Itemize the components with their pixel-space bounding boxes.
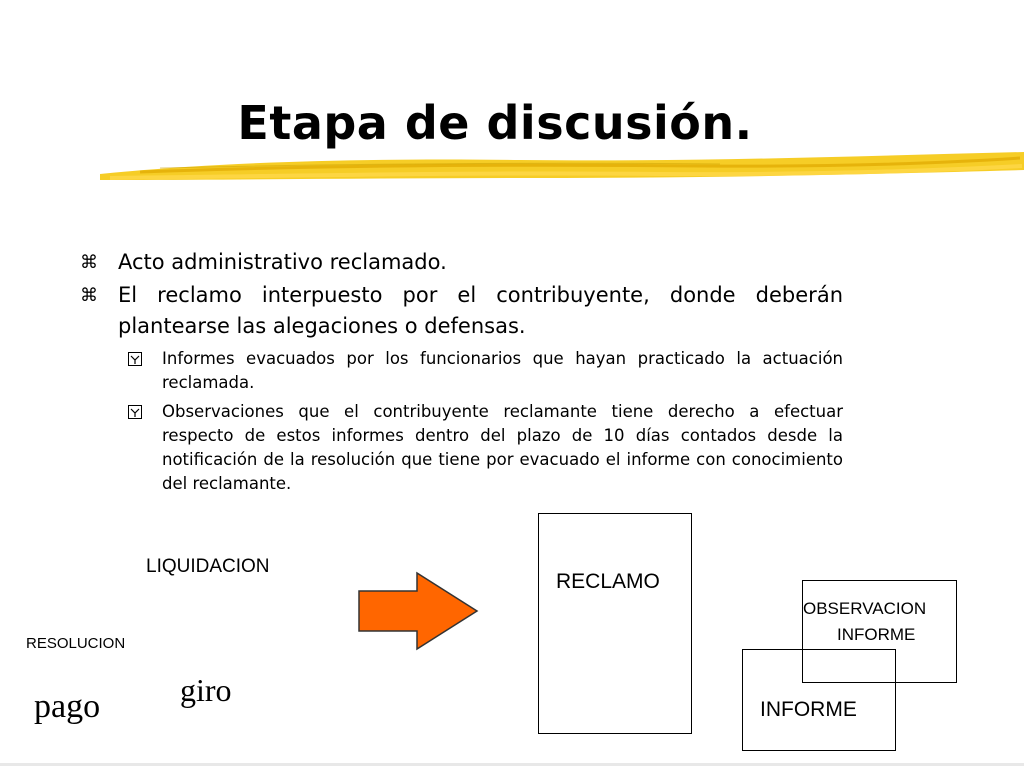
liquidacion-label: LIQUIDACION <box>146 556 270 577</box>
bullet-text: Acto administrativo reclamado. <box>118 250 447 274</box>
bullet-item <box>80 247 843 278</box>
sub-bullet-text: Observaciones que el contribuyente reclamante tiene derecho a efectuar respecto de estos informes dentro del plazo de 10 días contados desde la notificación de la resolución que tiene por evacuado el informe con conocimiento del reclamante. <box>162 402 843 493</box>
observacion-informe-label: INFORME <box>837 625 916 644</box>
observacion-label: OBSERVACION <box>803 599 927 618</box>
resolucion-label: RESOLUCION <box>26 635 126 652</box>
right-arrow-icon <box>357 571 481 651</box>
footer-divider <box>0 763 1024 766</box>
sub-bullet-item <box>80 400 843 496</box>
checkbox-icon <box>128 405 142 419</box>
checkbox-icon <box>128 352 142 366</box>
reclamo-label: RECLAMO <box>556 570 660 593</box>
sub-bullet-item <box>80 347 843 395</box>
pago-label: pago <box>34 688 101 725</box>
bullet-text: El reclamo interpuesto por el contribuyente, donde deberán plantearse las alegaciones o defensas. <box>118 283 843 338</box>
title-brush-underline <box>100 148 1024 188</box>
sub-bullet-text: Informes evacuados por los funcionarios que hayan practicado la actuación reclamada. <box>162 349 843 392</box>
giro-label: giro <box>180 672 232 708</box>
bullet-item <box>80 280 843 342</box>
slide-title: Etapa de discusión. <box>237 96 753 150</box>
reclamo-box <box>538 513 692 734</box>
command-icon: ⌘ <box>80 285 98 306</box>
command-icon: ⌘ <box>80 252 98 273</box>
bullet-list <box>80 247 843 496</box>
informe-label: INFORME <box>760 698 857 721</box>
